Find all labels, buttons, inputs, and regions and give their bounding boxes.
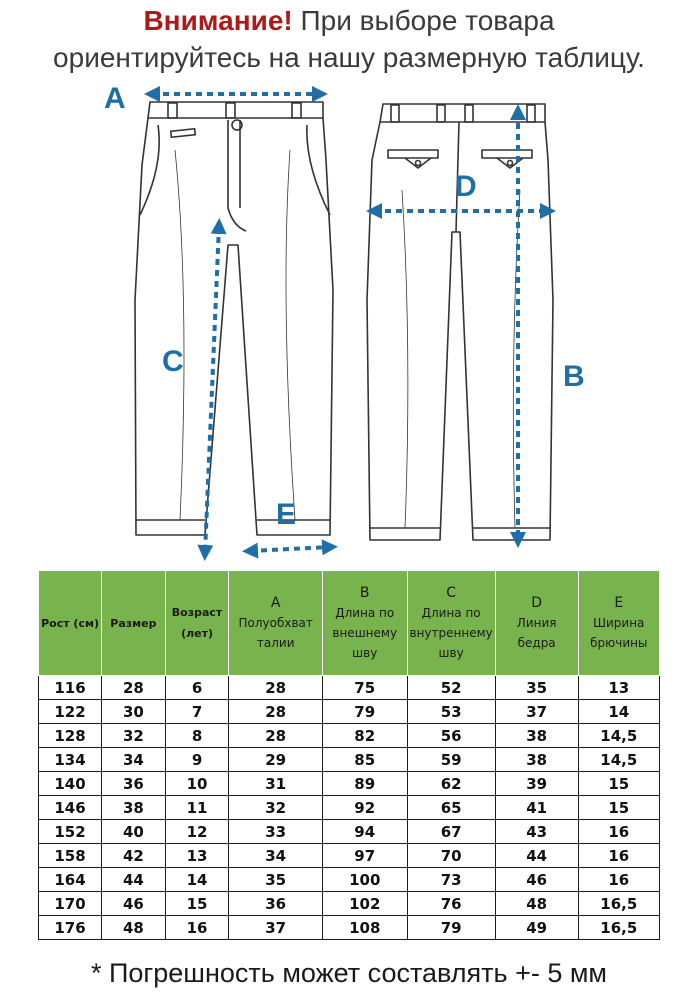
table-cell: 76	[407, 892, 495, 916]
trousers-diagram	[0, 74, 698, 564]
table-cell: 11	[165, 796, 229, 820]
label-c: C	[162, 345, 184, 378]
label-a: A	[104, 82, 126, 115]
table-cell: 43	[495, 820, 578, 844]
table-cell: 79	[407, 916, 495, 940]
table-row	[39, 748, 660, 772]
table-cell: 39	[495, 772, 578, 796]
table-cell: 97	[322, 844, 407, 868]
table-row	[39, 820, 660, 844]
front-trousers-drawing	[135, 102, 333, 535]
col-height: Рост (см)	[39, 571, 102, 676]
table-cell: 14,5	[578, 724, 659, 748]
table-cell: 102	[322, 892, 407, 916]
table-cell: 16	[578, 844, 659, 868]
table-cell: 170	[39, 892, 102, 916]
table-cell: 46	[102, 892, 166, 916]
table-cell: 37	[229, 916, 323, 940]
table-row	[39, 700, 660, 724]
col-e: E Ширина брючины	[578, 571, 659, 676]
table-cell: 14	[165, 868, 229, 892]
table-cell: 73	[407, 868, 495, 892]
table-cell: 32	[102, 724, 166, 748]
table-cell: 10	[165, 772, 229, 796]
table-row	[39, 796, 660, 820]
col-b: B Длина по внешнему шву	[322, 571, 407, 676]
table-cell: 16,5	[578, 892, 659, 916]
table-cell: 59	[407, 748, 495, 772]
table-cell: 89	[322, 772, 407, 796]
table-cell: 70	[407, 844, 495, 868]
table-cell: 7	[165, 700, 229, 724]
table-cell: 36	[102, 772, 166, 796]
table-cell: 8	[165, 724, 229, 748]
col-a: A Полуобхват талии	[229, 571, 323, 676]
warning-label: Внимание!	[143, 5, 293, 36]
table-cell: 128	[39, 724, 102, 748]
col-size: Размер	[102, 571, 166, 676]
table-cell: 146	[39, 796, 102, 820]
warning-text-2: ориентируйтесь на нашу размерную таблицу.	[53, 42, 645, 73]
table-cell: 32	[229, 796, 323, 820]
table-row	[39, 892, 660, 916]
table-row	[39, 844, 660, 868]
label-e: E	[276, 498, 297, 531]
table-cell: 75	[322, 676, 407, 700]
table-cell: 62	[407, 772, 495, 796]
col-age: Возраст (лет)	[165, 571, 229, 676]
table-cell: 49	[495, 916, 578, 940]
table-cell: 34	[102, 748, 166, 772]
table-cell: 122	[39, 700, 102, 724]
table-cell: 92	[322, 796, 407, 820]
table-cell: 28	[229, 724, 323, 748]
table-cell: 16	[165, 916, 229, 940]
table-cell: 28	[229, 700, 323, 724]
table-cell: 37	[495, 700, 578, 724]
table-cell: 15	[578, 772, 659, 796]
table-cell: 33	[229, 820, 323, 844]
table-row	[39, 724, 660, 748]
table-cell: 67	[407, 820, 495, 844]
table-cell: 38	[102, 796, 166, 820]
table-cell: 41	[495, 796, 578, 820]
table-cell: 46	[495, 868, 578, 892]
table-cell: 40	[102, 820, 166, 844]
table-cell: 140	[39, 772, 102, 796]
col-c: C Длина по внутреннему шву	[407, 571, 495, 676]
table-cell: 44	[102, 868, 166, 892]
table-cell: 56	[407, 724, 495, 748]
table-cell: 30	[102, 700, 166, 724]
table-cell: 38	[495, 724, 578, 748]
warning-text-1: При выборе товара	[300, 5, 555, 36]
table-cell: 16,5	[578, 916, 659, 940]
table-cell: 134	[39, 748, 102, 772]
label-b: B	[563, 360, 585, 393]
table-cell: 35	[229, 868, 323, 892]
table-cell: 82	[322, 724, 407, 748]
table-cell: 176	[39, 916, 102, 940]
table-cell: 48	[102, 916, 166, 940]
table-cell: 12	[165, 820, 229, 844]
table-cell: 36	[229, 892, 323, 916]
table-row	[39, 868, 660, 892]
table-cell: 16	[578, 820, 659, 844]
table-cell: 100	[322, 868, 407, 892]
table-cell: 35	[495, 676, 578, 700]
table-cell: 14,5	[578, 748, 659, 772]
table-cell: 6	[165, 676, 229, 700]
table-cell: 164	[39, 868, 102, 892]
table-row	[39, 676, 660, 700]
table-cell: 85	[322, 748, 407, 772]
table-cell: 52	[407, 676, 495, 700]
table-cell: 15	[165, 892, 229, 916]
table-cell: 28	[102, 676, 166, 700]
size-table	[38, 570, 660, 940]
table-cell: 15	[578, 796, 659, 820]
footer-note: * Погрешность может составлять +- 5 мм	[91, 958, 607, 988]
table-cell: 13	[578, 676, 659, 700]
table-row	[39, 916, 660, 940]
table-cell: 16	[578, 868, 659, 892]
table-cell: 29	[229, 748, 323, 772]
col-d: D Линия бедра	[495, 571, 578, 676]
table-cell: 42	[102, 844, 166, 868]
table-cell: 38	[495, 748, 578, 772]
table-row	[39, 772, 660, 796]
table-cell: 79	[322, 700, 407, 724]
table-cell: 116	[39, 676, 102, 700]
table-cell: 13	[165, 844, 229, 868]
table-cell: 14	[578, 700, 659, 724]
label-d: D	[455, 170, 477, 203]
table-cell: 48	[495, 892, 578, 916]
table-cell: 28	[229, 676, 323, 700]
table-cell: 152	[39, 820, 102, 844]
table-cell: 44	[495, 844, 578, 868]
table-cell: 31	[229, 772, 323, 796]
table-cell: 34	[229, 844, 323, 868]
table-cell: 94	[322, 820, 407, 844]
table-cell: 53	[407, 700, 495, 724]
table-cell: 158	[39, 844, 102, 868]
warning-header	[0, 2, 698, 76]
table-header-row	[39, 571, 660, 676]
arrow-e	[250, 547, 330, 551]
table-cell: 9	[165, 748, 229, 772]
table-cell: 65	[407, 796, 495, 820]
table-cell: 108	[322, 916, 407, 940]
